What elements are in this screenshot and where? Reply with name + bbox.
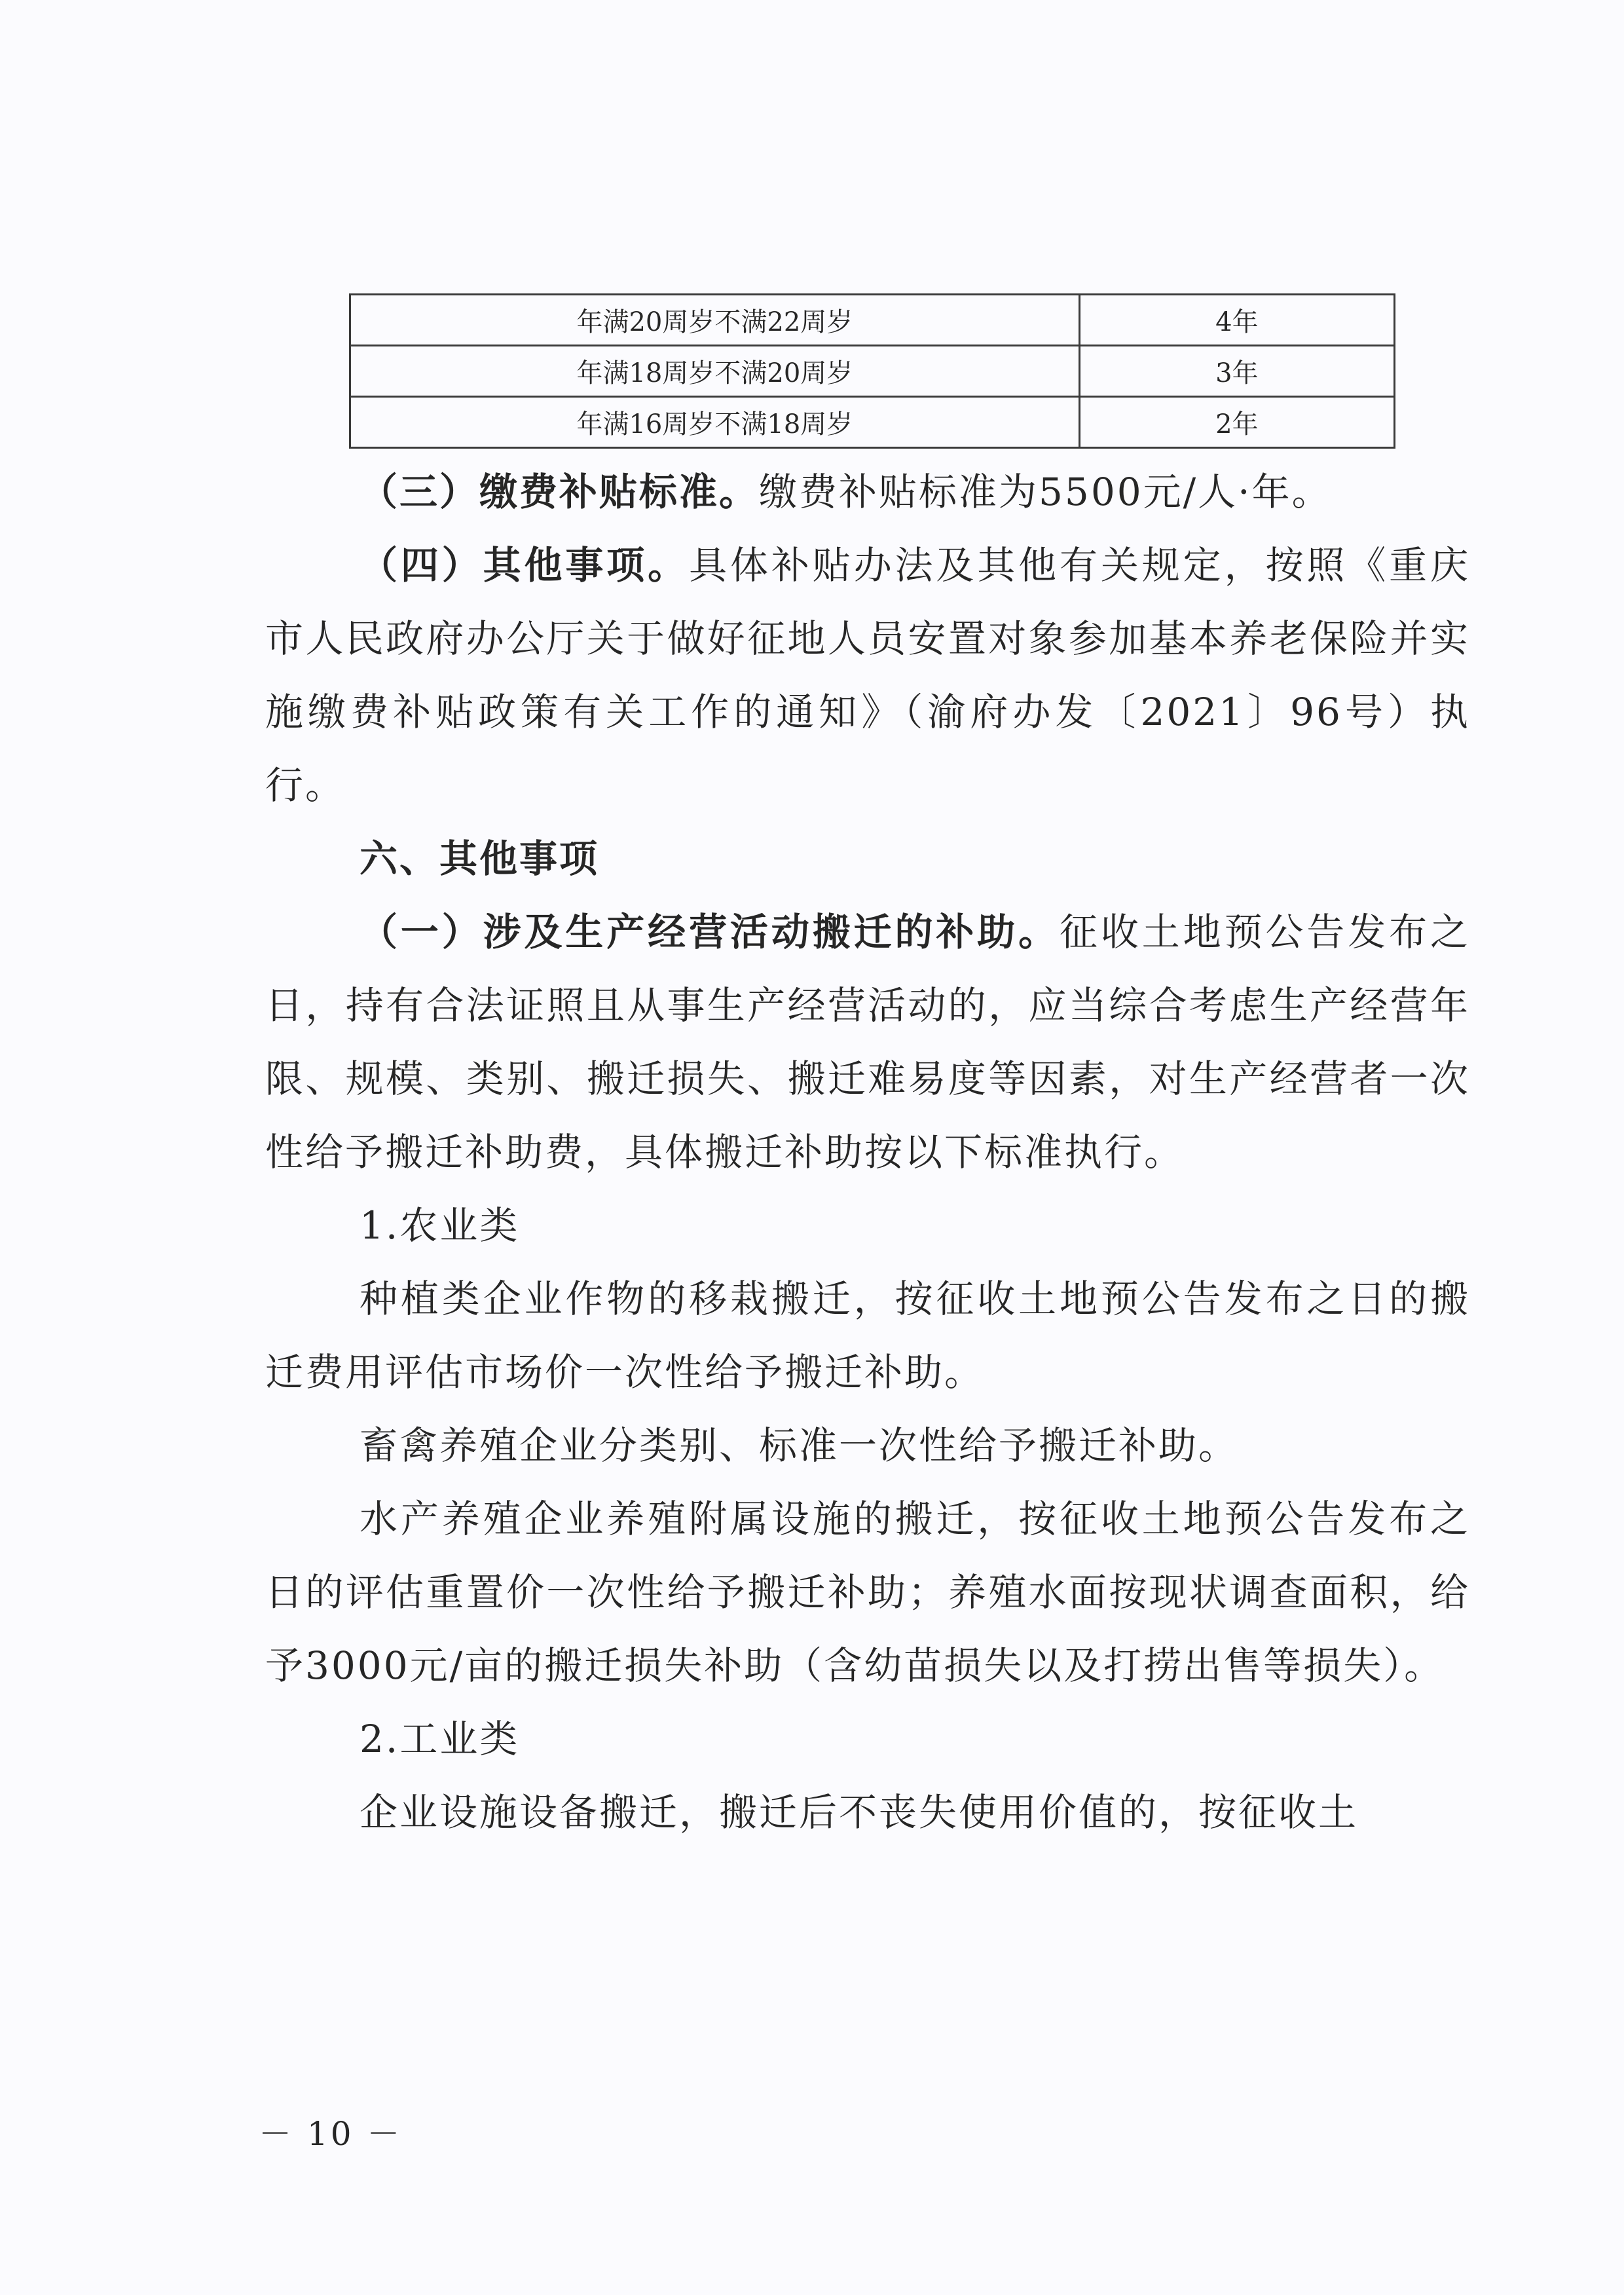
paragraph-aquaculture: 水产养殖企业养殖附属设施的搬迁，按征收土地预公告发布之日的评估重置价一次性给予搬迁补助；养殖水面按现状调查面积，给予3000元/亩的搬迁损失补助（含幼苗损失以及打捞出售等损失）。	[265, 1497, 1470, 1688]
paragraph-other-matters	[265, 529, 1470, 822]
paragraph-livestock: 畜禽养殖企业分类别、标准一次性给予搬迁补助。	[360, 1423, 1239, 1468]
table-row	[350, 346, 1395, 397]
table-cell-condition: 年满18周岁不满20周岁	[350, 346, 1080, 397]
table-cell-years: 2年	[1079, 397, 1394, 448]
table-row	[350, 397, 1395, 448]
table-cell-condition: 年满20周岁不满22周岁	[350, 295, 1080, 346]
paragraph-title: （三）缴费补贴标准。	[360, 470, 760, 514]
table-cell-years: 3年	[1079, 346, 1394, 397]
paragraph-title: （四）其他事项。	[360, 543, 690, 588]
item-heading-industry: 2.工业类	[360, 1717, 520, 1761]
paragraph-equipment: 企业设施设备搬迁，搬迁后不丧失使用价值的，按征收土	[360, 1790, 1359, 1835]
table-row	[350, 295, 1395, 346]
item-heading-agriculture: 1.农业类	[360, 1203, 520, 1248]
page-number: － 10 －	[259, 2115, 403, 2153]
paragraph-payment-standard	[265, 455, 1470, 529]
table-cell-condition: 年满16周岁不满18周岁	[350, 397, 1080, 448]
paragraph-planting: 种植类企业作物的移栽搬迁，按征收土地预公告发布之日的搬迁费用评估市场价一次性给予搬迁补助。	[265, 1277, 1470, 1394]
subsidy-years-table	[349, 293, 1395, 449]
paragraph-body: 具体补贴办法及其他有关规定，按照《重庆市人民政府办公厅关于做好征地人员安置对象参加基本养老保险并实施缴费补贴政策有关工作的通知》（渝府办发〔2021〕96号）执行。	[265, 543, 1470, 808]
paragraph-body: 缴费补贴标准为5500元/人·年。	[759, 470, 1332, 514]
section-heading: 六、其他事项	[360, 836, 600, 881]
table-cell-years: 4年	[1079, 295, 1394, 346]
paragraph-body: 征收土地预公告发布之日，持有合法证照且从事生产经营活动的，应当综合考虑生产经营年限、规模、类别、搬迁损失、搬迁难易度等因素，对生产经营者一次性给予搬迁补助费，具体搬迁补助按以下标准执行。	[265, 910, 1470, 1174]
paragraph-title: （一）涉及生产经营活动搬迁的补助。	[360, 910, 1060, 954]
body-text	[265, 455, 1470, 1849]
paragraph-relocation-subsidy	[265, 895, 1470, 1189]
